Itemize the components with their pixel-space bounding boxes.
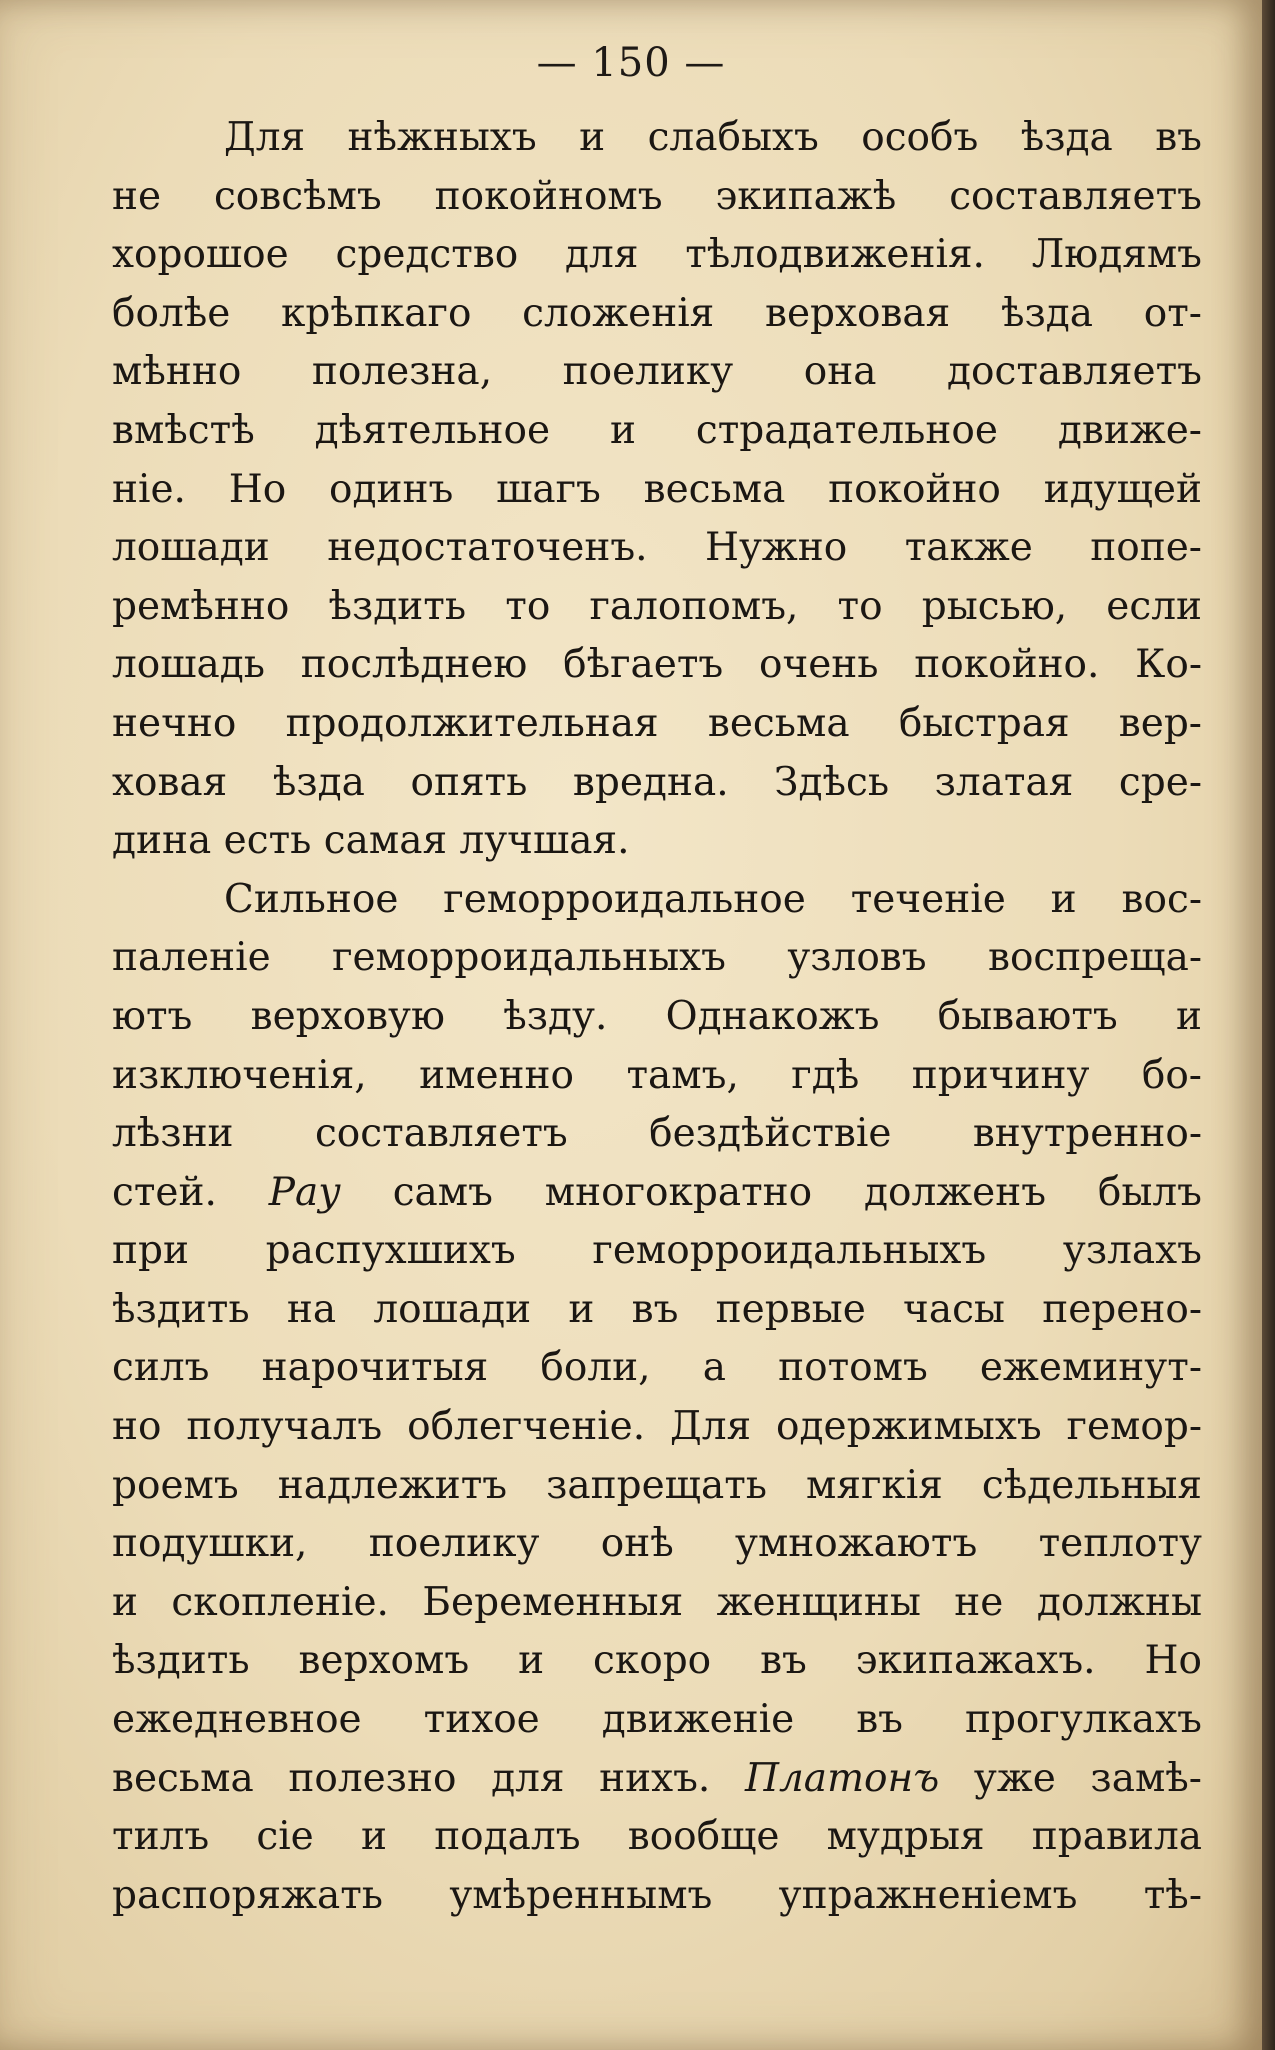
text-line: ежедневное тихое движеніе въ прогулкахъ — [112, 1697, 1202, 1743]
text-line: тилъ сіе и подалъ вообще мудрыя правила — [112, 1814, 1202, 1860]
text-line: ховая ѣзда опять вредна. Здѣсь златая сре- — [112, 759, 1202, 805]
text-line: изключенія, именно тамъ, гдѣ причину бо- — [112, 1052, 1202, 1098]
italic-name: Рау — [268, 1169, 341, 1215]
text-line: лѣзни составляетъ бездѣйствіе внутренно- — [112, 1111, 1202, 1157]
text-line: не совсѣмъ покойномъ экипажѣ составляетъ — [112, 173, 1202, 219]
text-line: мѣнно полезна, поелику она доставляетъ — [112, 349, 1202, 395]
text-line: ѣздить верхомъ и скоро въ экипажахъ. Но — [112, 1638, 1202, 1684]
text-line: дина есть самая лучшая. — [112, 818, 630, 864]
text-line: вмѣстѣ дѣятельное и страдательное движе- — [112, 407, 1202, 453]
text-line: лошадь послѣднею бѣгаетъ очень покойно. Ко- — [112, 642, 1202, 688]
text-fragment: стей. — [112, 1169, 269, 1215]
text-line: ютъ верховую ѣзду. Однакожъ бываютъ и — [112, 993, 1202, 1039]
text-line-with-name — [112, 1750, 1202, 1809]
text-line: болѣе крѣпкаго сложенія верховая ѣзда от- — [112, 290, 1202, 336]
text-line: распоряжать умѣреннымъ упражненіемъ тѣ- — [112, 1872, 1202, 1918]
text-line-with-name — [112, 1164, 1202, 1223]
book-edge — [1262, 0, 1275, 2050]
text-line: при распухшихъ геморроидальныхъ узлахъ — [112, 1228, 1202, 1274]
text-line: паленіе геморроидальныхъ узловъ воспреща- — [112, 935, 1202, 981]
text-line: лошади недостаточенъ. Нужно также попе- — [112, 525, 1202, 571]
page-number: — 150 — — [536, 40, 726, 86]
text-line: роемъ надлежитъ запрещать мягкія сѣдельныя — [112, 1462, 1202, 1508]
text-line: хорошое средство для тѣлодвиженія. Людямъ — [112, 232, 1202, 278]
text-line: ніе. Но одинъ шагъ весьма покойно идущей — [112, 466, 1202, 512]
text-fragment: уже замѣ- — [939, 1755, 1202, 1801]
text-line: Сильное геморроидальное теченіе и вос- — [224, 876, 1202, 922]
text-line: ремѣнно ѣздить то галопомъ, то рысью, если — [112, 583, 1202, 629]
text-line: и скопленіе. Беременныя женщины не должны — [112, 1579, 1202, 1625]
text-fragment: весьма полезно для нихъ. — [112, 1755, 745, 1801]
italic-name: Платонъ — [744, 1755, 940, 1801]
text-fragment: самъ многократно долженъ былъ — [340, 1169, 1202, 1215]
text-line: ѣздить на лошади и въ первые часы перено- — [112, 1286, 1202, 1332]
text-line: но получалъ облегченіе. Для одержимыхъ гемор- — [112, 1404, 1202, 1450]
text-line: нечно продолжительная весьма быстрая вер- — [112, 700, 1202, 746]
text-line: Для нѣжныхъ и слабыхъ особъ ѣзда въ — [224, 115, 1202, 160]
page-body — [112, 109, 1202, 1925]
text-line: силъ нарочитыя боли, а потомъ ежеминут- — [112, 1345, 1202, 1391]
text-line: подушки, поелику онѣ умножаютъ теплоту — [112, 1521, 1202, 1567]
